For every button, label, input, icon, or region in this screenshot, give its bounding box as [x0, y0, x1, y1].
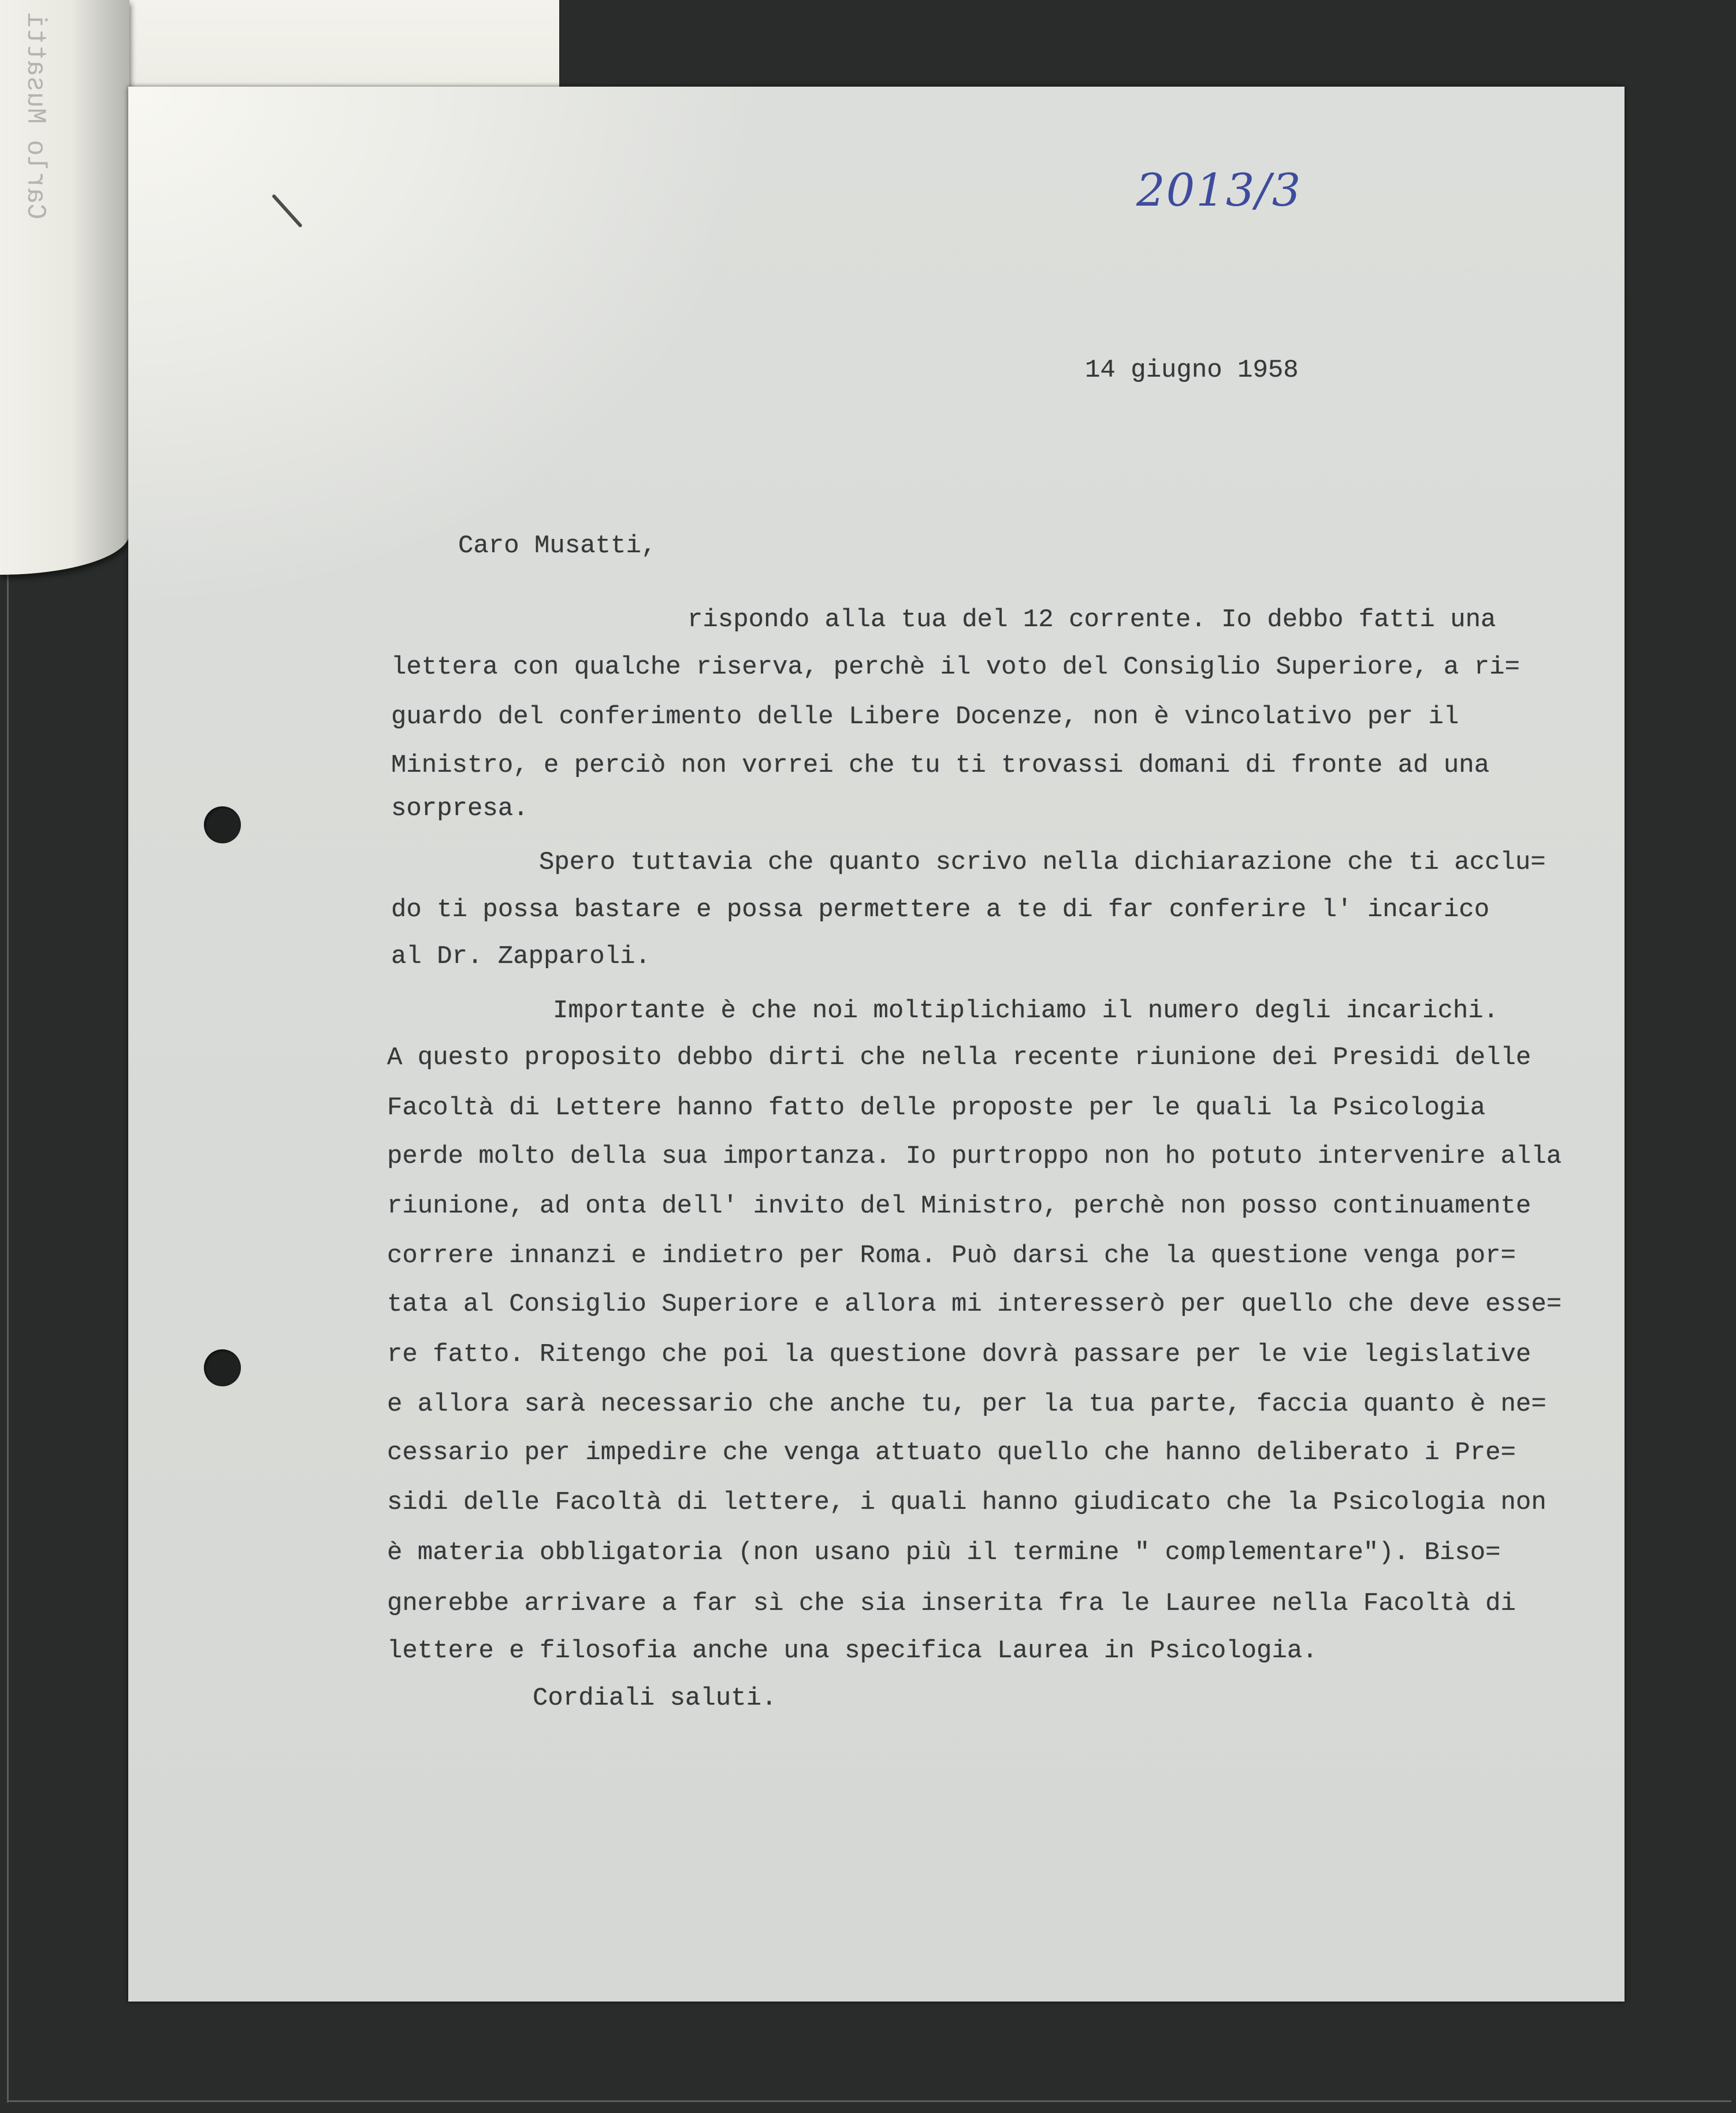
body-line: sorpresa.	[391, 794, 529, 823]
body-line: e allora sarà necessario che anche tu, per la tua parte, faccia quanto è ne=	[387, 1390, 1547, 1419]
body-line: Importante è che noi moltiplichiamo il numero degli incarichi.	[553, 996, 1499, 1025]
staple-mark	[272, 194, 303, 228]
scan-frame-bottom	[7, 2100, 1731, 2102]
punch-hole-top	[204, 806, 241, 843]
body-line: lettera con qualche riserva, perchè il voto del Consiglio Superiore, a ri=	[391, 653, 1520, 682]
body-line: perde molto della sua importanza. Io purtroppo non ho potuto intervenire alla	[387, 1142, 1562, 1171]
archive-number: 2013/3	[1136, 165, 1302, 217]
body-line: Spero tuttavia che quanto scrivo nella dichiarazione che ti acclu=	[539, 848, 1546, 877]
back-page-curl	[0, 0, 129, 575]
body-line: re fatto. Ritengo che poi la questione dovrà passare per le vie legislative	[387, 1340, 1531, 1369]
body-line: gnerebbe arrivare a far sì che sia inserita fra le Lauree nella Facoltà di	[387, 1589, 1516, 1618]
body-line: tata al Consiglio Superiore e allora mi interesserò per quello che deve esse=	[387, 1290, 1562, 1319]
body-line: riunione, ad onta dell' invito del Ministro, perchè non posso continuamente	[387, 1192, 1531, 1221]
body-line: lettere e filosofia anche una specifica Laurea in Psicologia.	[387, 1636, 1318, 1665]
body-line: correre innanzi e indietro per Roma. Può darsi che la questione venga por=	[387, 1241, 1516, 1270]
punch-hole-bottom	[204, 1349, 241, 1386]
body-line: è materia obbligatoria (non usano più il termine " complementare"). Biso=	[387, 1538, 1501, 1567]
body-line: A questo proposito debbo dirti che nella recente riunione dei Presidi delle	[387, 1043, 1531, 1072]
letter-paper	[128, 87, 1625, 2002]
salutation: Caro Musatti,	[458, 531, 657, 560]
closing: Cordiali saluti.	[533, 1684, 777, 1713]
body-line: do ti possa bastare e possa permettere a te di far conferire l' incarico	[391, 895, 1490, 924]
back-page-text: Carlo Musatti	[20, 12, 50, 220]
body-line: rispondo alla tua del 12 corrente. Io debbo fatti una	[687, 605, 1496, 634]
body-line: Ministro, e perciò non vorrei che tu ti trovassi domani di fronte ad una	[391, 751, 1490, 780]
body-line: guardo del conferimento delle Libere Docenze, non è vincolativo per il	[391, 702, 1459, 731]
body-line: Facoltà di Lettere hanno fatto delle proposte per le quali la Psicologia	[387, 1093, 1486, 1122]
body-line: cessario per impedire che venga attuato quello che hanno deliberato i Pre=	[387, 1438, 1516, 1467]
date-line: 14 giugno 1958	[1085, 356, 1299, 385]
body-line: sidi delle Facoltà di lettere, i quali hanno giudicato che la Psicologia non	[387, 1488, 1547, 1517]
body-line: al Dr. Zapparoli.	[391, 942, 650, 971]
